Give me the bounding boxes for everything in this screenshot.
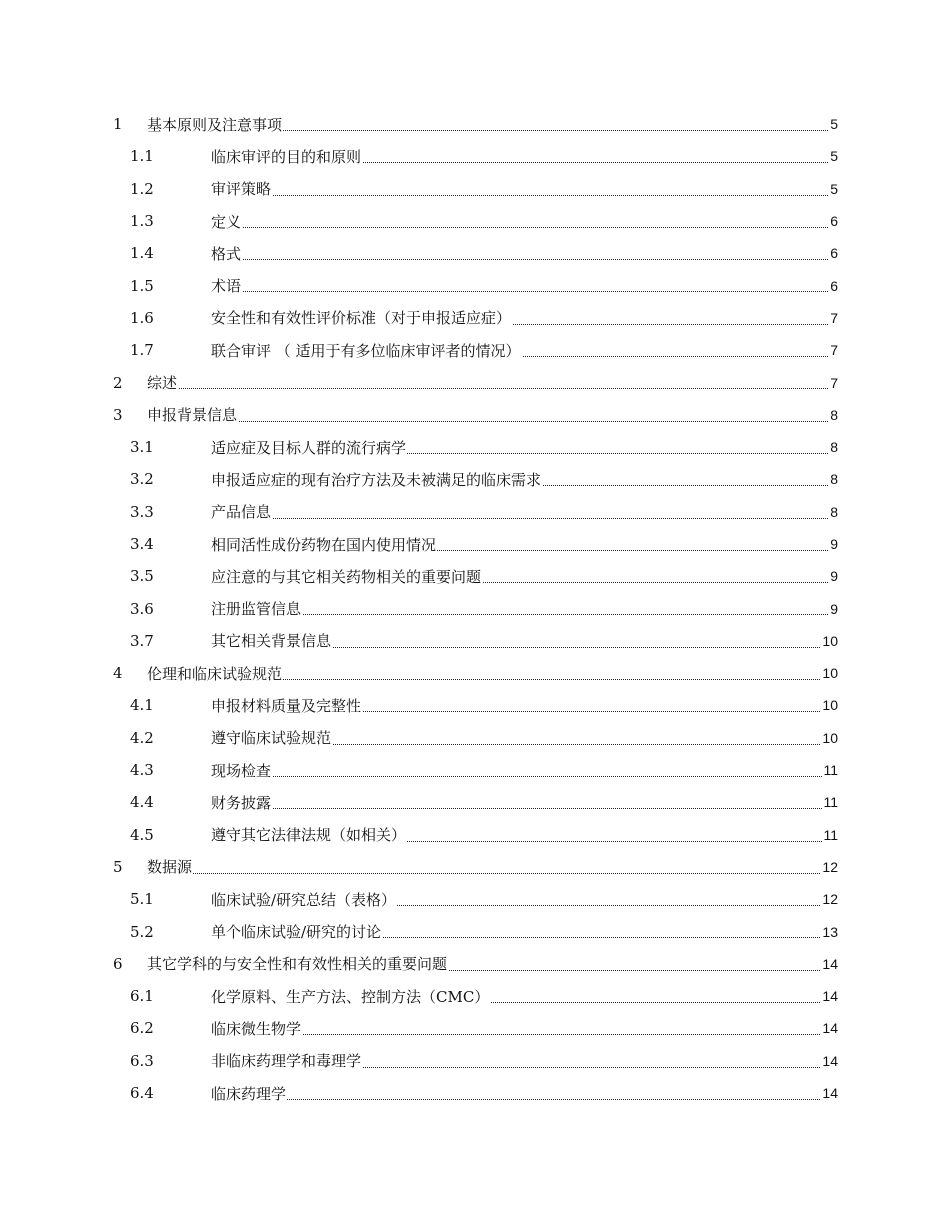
toc-entry-page-number[interactable]: 11 [823,762,838,779]
toc-entry-page-number[interactable]: 5 [830,148,838,165]
toc-entry-subsection[interactable] [0,980,950,1012]
toc-entry-section[interactable] [0,108,950,140]
toc-entry-title[interactable]: 定义 [211,212,242,231]
toc-entry-section[interactable] [0,851,950,883]
toc-entry-subsection[interactable] [0,334,950,366]
toc-entry-number: 3.4 [130,535,154,553]
toc-entry-subsection[interactable] [0,689,950,721]
toc-entry-subsection[interactable] [0,1012,950,1044]
toc-entry-subsection[interactable] [0,1077,950,1109]
toc-entry-title[interactable]: 联合审评 （ 适用于有多位临床审评者的情况） [211,341,521,360]
toc-entry-number: 4.5 [130,825,154,844]
toc-entry-page-number[interactable]: 11 [823,826,838,843]
toc-entry-title[interactable]: 申报材料质量及完整性 [211,696,362,715]
toc-entry-page-number[interactable]: 14 [822,1020,838,1037]
toc-entry-number: 3.2 [130,470,154,489]
toc-entry-subsection[interactable] [0,496,950,528]
toc-entry-number: 6 [113,954,123,973]
toc-entry-title[interactable]: 单个临床试验/研究的讨论 [211,923,382,942]
toc-entry-page-number[interactable]: 8 [830,406,838,423]
toc-entry-page-number[interactable]: 5 [830,116,838,133]
toc-entry-subsection[interactable] [0,754,950,786]
toc-entry-page-number[interactable]: 14 [822,1085,838,1102]
toc-entry-number: 1.1 [130,147,154,166]
toc-entry-title[interactable]: 非临床药理学和毒理学 [211,1052,362,1071]
toc-dot-leader [147,872,838,874]
toc-dot-leader [211,775,838,777]
toc-entry-number: 4.2 [130,728,154,747]
toc-entry-title[interactable]: 财务披露 [211,793,272,812]
toc-entry-subsection[interactable] [0,625,950,657]
toc-entry-title[interactable]: 适应症及目标人群的流行病学 [211,438,407,457]
toc-entry-page-number[interactable]: 8 [830,471,838,488]
toc-entry-subsection[interactable] [0,915,950,947]
toc-entry-subsection[interactable] [0,819,950,851]
toc-entry-page-number[interactable]: 7 [830,374,838,391]
toc-entry-title[interactable]: 遵守其它法律法规（如相关） [211,826,407,845]
toc-entry-number: 3.6 [130,599,154,618]
toc-entry-number: 1.4 [130,244,154,263]
toc-entry-subsection[interactable] [0,302,950,334]
toc-entry-number: 1.3 [130,212,154,231]
toc-dot-leader [211,807,838,809]
toc-entry-number: 3.7 [130,631,154,650]
toc-entry-title[interactable]: 遵守临床试验规范 [211,729,332,748]
toc-entry-page-number[interactable]: 10 [822,729,838,746]
toc-entry-title[interactable]: 其它学科的与安全性和有效性相关的重要问题 [147,955,448,974]
toc-entry-title[interactable]: 数据源 [147,858,193,877]
toc-entry-page-number[interactable]: 9 [830,600,838,617]
toc-entry-page-number[interactable]: 14 [822,988,838,1005]
toc-entry-title[interactable]: 申报适应症的现有治疗方法及未被满足的临床需求 [211,470,542,489]
toc-entry-title[interactable]: 其它相关背景信息 [211,632,332,651]
toc-entry-number: 6.2 [130,1019,154,1038]
toc-entry-page-number[interactable]: 11 [823,794,838,811]
toc-entry-subsection[interactable] [0,560,950,592]
toc-entry-subsection[interactable] [0,528,950,560]
toc-entry-number: 3.1 [130,438,154,457]
toc-entry-page-number[interactable]: 5 [830,180,838,197]
toc-entry-page-number[interactable]: 9 [830,568,838,585]
toc-entry-number: 1.7 [130,341,154,360]
toc-dot-leader [211,258,838,260]
toc-entry-number: 1.6 [130,308,154,327]
toc-entry-title[interactable]: 相同活性成份药物在国内使用情况 [211,535,437,554]
toc-entry-number: 6.4 [130,1084,154,1103]
toc-entry-page-number[interactable]: 9 [830,536,838,552]
toc-entry-number: 4 [113,664,123,683]
toc-entry-number: 5.1 [130,890,154,909]
toc-entry-section[interactable] [0,366,950,398]
toc-entry-page-number[interactable]: 8 [830,439,838,456]
toc-entry-title[interactable]: 应注意的与其它相关药物相关的重要问题 [211,567,482,586]
toc-entry-subsection[interactable] [0,173,950,205]
toc-entry-subsection[interactable] [0,786,950,818]
toc-entry-number: 4.3 [130,761,154,780]
toc-entry-section[interactable] [0,657,950,689]
toc-entry-title[interactable]: 现场检查 [211,761,272,780]
toc-entry-page-number[interactable]: 10 [822,697,838,714]
toc-dot-leader [211,1098,838,1100]
toc-entry-section[interactable] [0,948,950,980]
toc-entry-page-number[interactable]: 10 [822,665,838,682]
toc-entry-page-number[interactable]: 6 [830,277,838,294]
toc-entry-subsection[interactable] [0,1045,950,1077]
toc-entry-number: 3.3 [130,502,154,521]
toc-entry-subsection[interactable] [0,592,950,624]
toc-entry-title[interactable]: 临床试验/研究总结（表格） [211,890,397,909]
toc-entry-title[interactable]: 化学原料、生产方法、控制方法（CMC） [211,987,490,1006]
table-of-contents [0,108,950,1109]
toc-entry-page-number[interactable]: 14 [822,1052,838,1069]
toc-entry-number: 1.2 [130,179,154,198]
toc-entry-subsection[interactable] [0,883,950,915]
toc-dot-leader [211,194,838,196]
toc-entry-number: 1 [113,115,123,134]
toc-entry-number: 5.2 [130,922,154,941]
toc-entry-title[interactable]: 注册监管信息 [211,600,302,619]
toc-entry-number: 4.1 [130,696,154,715]
toc-entry-title[interactable]: 临床审评的目的和原则 [211,147,362,166]
toc-entry-number: 2 [113,373,123,392]
toc-entry-page-number[interactable]: 13 [822,923,838,940]
toc-entry-title[interactable]: 申报背景信息 [147,406,238,425]
toc-dot-leader [211,613,838,615]
toc-entry-subsection[interactable] [0,269,950,301]
toc-entry-title[interactable]: 产品信息 [211,503,272,522]
toc-entry-title[interactable]: 基本原则及注意事项 [147,115,283,134]
toc-entry-subsection[interactable] [0,205,950,237]
toc-entry-subsection[interactable] [0,431,950,463]
toc-entry-subsection[interactable] [0,140,950,172]
toc-entry-page-number[interactable]: 6 [830,213,838,230]
toc-entry-number: 1.5 [130,276,154,295]
toc-entry-number: 6.3 [130,1051,154,1070]
toc-entry-subsection[interactable] [0,722,950,754]
toc-dot-leader [211,1033,838,1035]
toc-dot-leader [211,226,838,228]
toc-dot-leader [147,387,838,389]
toc-entry-number: 3 [113,405,123,424]
toc-entry-subsection[interactable] [0,463,950,495]
toc-dot-leader [147,420,838,422]
toc-entry-section[interactable] [0,399,950,431]
toc-entry-title[interactable]: 术语 [211,277,242,296]
toc-entry-page-number[interactable]: 12 [822,891,838,908]
toc-dot-leader [211,290,838,292]
toc-entry-title[interactable]: 综述 [147,374,178,393]
toc-entry-title[interactable]: 临床药理学 [211,1084,287,1103]
toc-dot-leader [211,517,838,519]
toc-entry-page-number[interactable]: 6 [830,245,838,262]
toc-entry-title[interactable]: 格式 [211,244,242,263]
toc-entry-number: 4.4 [130,793,154,812]
toc-entry-number: 6.1 [130,987,154,1006]
toc-entry-page-number[interactable]: 7 [830,342,838,359]
toc-entry-subsection[interactable] [0,237,950,269]
toc-entry-title[interactable]: 审评策略 [211,180,272,199]
toc-entry-page-number[interactable]: 12 [822,858,838,875]
toc-entry-title[interactable]: 安全性和有效性评价标准（对于申报适应症） [211,309,512,328]
toc-entry-number: 5 [113,857,123,876]
toc-entry-number: 3.5 [130,567,154,586]
toc-entry-title[interactable]: 伦理和临床试验规范 [147,664,283,683]
toc-entry-page-number[interactable]: 14 [822,955,838,972]
toc-entry-page-number[interactable]: 8 [830,503,838,520]
toc-entry-title[interactable]: 临床微生物学 [211,1019,302,1038]
toc-entry-page-number[interactable]: 7 [830,309,838,326]
toc-entry-page-number[interactable]: 10 [822,632,838,649]
